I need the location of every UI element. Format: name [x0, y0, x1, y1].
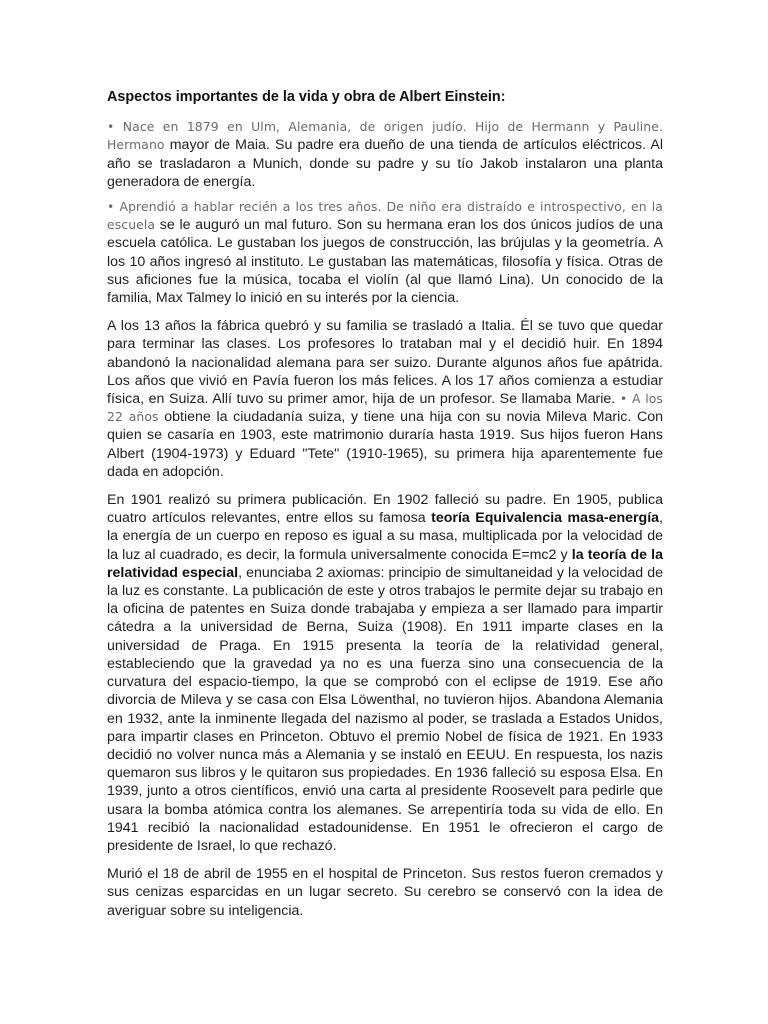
- paragraph-career-text-3: , enunciaba 2 axiomas: principio de simultaneidad y la velocidad de la luz es constante. La publicación de este y otros trabajos le permite dejar su trabajo en la oficina de patentes en Suiza donde trabajaba y empieza a ser llamado para impartir cátedra a la universidad de Berna, Suiza (1908). En 1911 imparte clases en la universidad de Praga. En 1915 presenta la teoría de la relatividad general, estableciendo que la gravedad ya no es una fuerza sino una consecuencia de la curvatura del espacio-tiempo, la que se comprobó con el eclipse de 1919. Ese año divorcia de Mileva y se casa con Elsa Löwenthal, no tuvieron hijos. Abandona Alemania en 1932, ante la inminente llegada del nazismo al poder, se traslada a Estados Unidos, para impartir clases en Princeton. Obtuvo el premio Nobel de física de 1921. En 1933 decidió no volver nunca más a Alemania y se instaló en EEUU. En respuesta, los nazis quemaron sus libros y le quitaron sus propiedades. En 1936 falleció su esposa Elsa. En 1939, junto a otros científicos, envió una carta al presidente Roosevelt para pedirle que usara la bomba atómica contra los alemanes. Se arrepentiría toda su vida de ello. En 1941 recibió la nacionalidad estadounidense. En 1951 le ofrecieron el cargo de presidente de Israel, lo que rechazó.: [107, 564, 663, 854]
- paragraph-career: [107, 491, 663, 855]
- paragraph-career-text-2: , la energía de un cuerpo en reposo es igual a su masa, multiplicada por la velocidad de la luz al cuadrado, es decir, la formula universalmente conocida E=mc2 y: [107, 510, 663, 563]
- paragraph-birth-text: mayor de Maia. Su padre era dueño de una tienda de artículos eléctricos. Al año se trasladaron a Munich, donde su padre y su tío Jakob instalaron una planta generadora de energía.: [107, 137, 663, 190]
- paragraph-youth: [107, 317, 663, 481]
- document-page: [107, 88, 663, 927]
- bullet-line-citizenship: • A los 22 años: [107, 391, 663, 425]
- bold-mass-energy: teoría Equivalencia masa-energía: [431, 510, 660, 527]
- bullet-line-childhood: • Aprendió a hablar recién a los tres años. De niño era distraído e introspectivo, en la escuela: [107, 199, 663, 233]
- paragraph-death-text: Murió el 18 de abril de 1955 en el hospital de Princeton. Sus restos fueron cremados y sus cenizas esparcidas en un lugar secreto. Su cerebro se conservó con la idea de averiguar sobre su inteligencia.: [107, 866, 663, 919]
- paragraph-youth-text: A los 13 años la fábrica quebró y su familia se trasladó a Italia. Él se tuvo que quedar para terminar las clases. Los profesores lo trataban mal y el decidió huir. En 1894 abandonó la nacionalidad alemana para ser suizo. Durante algunos años fue apátrida. Los años que vivió en Pavía fueron los más felices. A los 17 años comienza a estudiar física, en Suiza. Allí tuvo su primer amor, hija de un profesor. Se llamaba Marie.: [107, 318, 663, 408]
- paragraph-childhood-text: se le auguró un mal futuro. Son su hermana eran los dos únicos judíos de una escuela católica. Le gustaban los juegos de construcción, las brújulas y la geometría. A los 10 años ingresó al instituto. Le gustaban las matemáticas, filosofía y física. Otras de sus aficiones fue la música, tocaba el violín (al que llamó Lina). Un conocido de la familia, Max Talmey lo inició en su interés por la ciencia.: [107, 217, 663, 307]
- document-title: Aspectos importantes de la vida y obra de Albert Einstein:: [107, 89, 506, 105]
- bold-special-relativity: la teoría de la relatividad especial: [107, 546, 664, 581]
- paragraph-childhood: [107, 198, 663, 307]
- paragraph-death: [107, 865, 663, 920]
- paragraph-birth: [107, 118, 663, 191]
- bullet-line-birth: • Nace en 1879 en Ulm, Alemania, de origen judío. Hijo de Hermann y Pauline. Hermano: [107, 119, 663, 153]
- paragraph-career-text-1: En 1901 realizó su primera publicación. En 1902 falleció su padre. En 1905, publica cuatro artículos relevantes, entre ellos su famosa: [107, 492, 663, 527]
- paragraph-citizenship-text: obtiene la ciudadanía suiza, y tiene una hija con su novia Mileva Maric. Con quien se casaría en 1903, este matrimonio duraría hasta 1919. Sus hijos fueron Hans Albert (1904-1973) y Eduard "Tete" (1910-1965), su primera hija aparentemente fue dada en adopción.: [107, 409, 663, 480]
